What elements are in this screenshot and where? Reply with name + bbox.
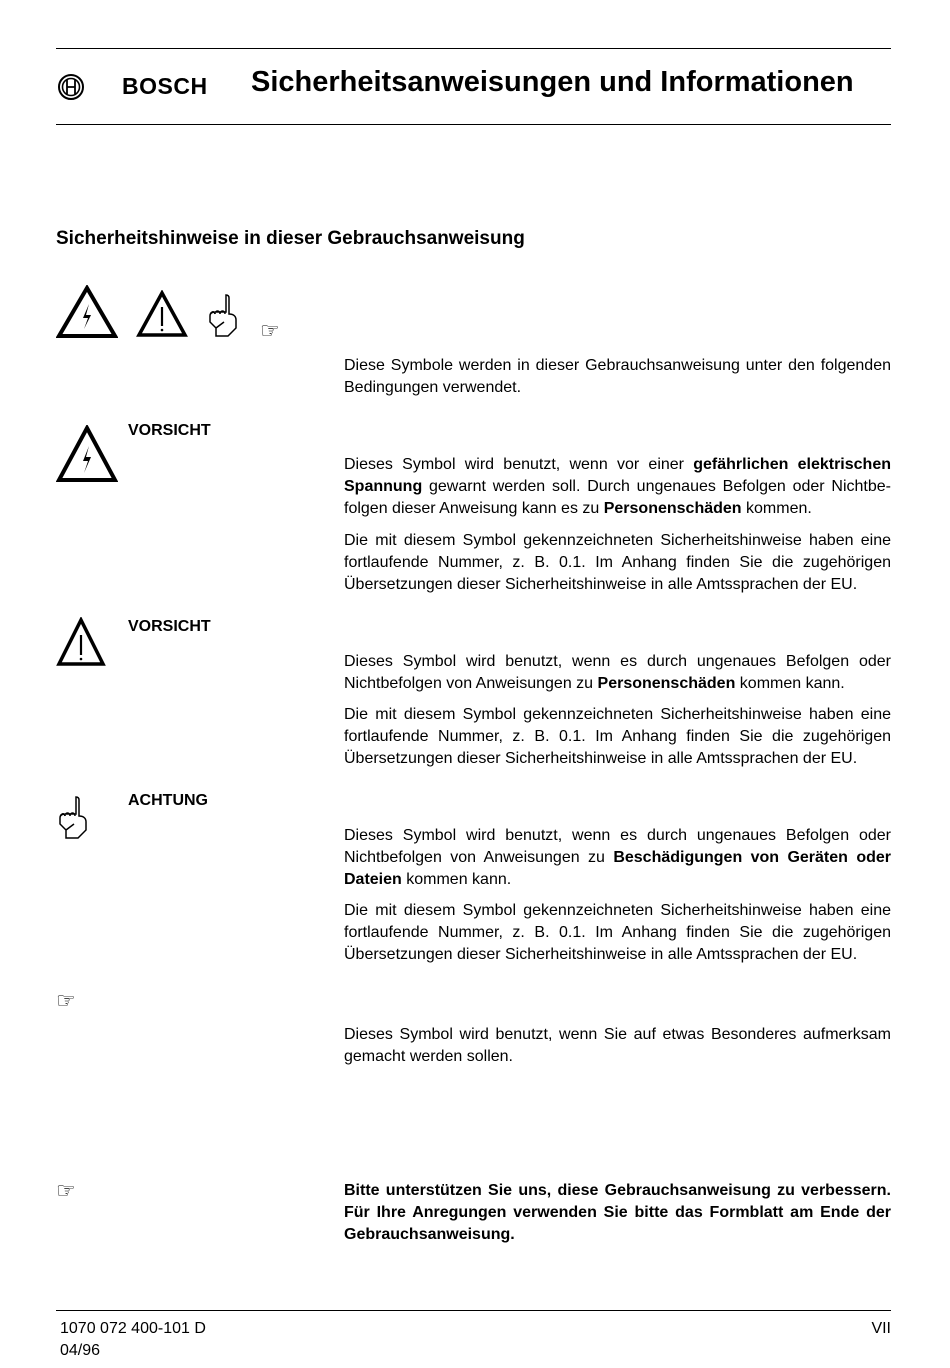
header-rule-top bbox=[56, 48, 891, 49]
text: Dieses Symbol wird benutzt, wenn es durch ungenaues Befolgen oder Nichtbefolgen von Anweisungen zu bbox=[344, 653, 891, 692]
brand-name: BOSCH bbox=[122, 73, 208, 99]
section-title: Sicherheitshinweise in dieser Gebrauchsanweisung bbox=[56, 228, 525, 249]
block-warning-paragraph bbox=[344, 651, 891, 695]
achtung-label: ACHTUNG bbox=[128, 792, 208, 809]
block-caution-note: Die mit diesem Symbol gekennzeichneten Sicherheitshinweise haben eine fortlaufende Nummer, z. B. 0.1. Im Anhang finden Sie die zugehörigen Übersetzungen dieser Sicherheitshinweise in alle Amtssprachen der EU. bbox=[344, 902, 891, 963]
block-warning-note: Die mit diesem Symbol gekennzeichneten Sicherheitshinweise haben eine fortlaufende Nummer, z. B. 0.1. Im Anhang finden Sie die zugehörigen Übersetzungen dieser Sicherheitshinweise in alle Amtssprachen der EU. bbox=[344, 706, 891, 767]
block-note-paragraph: Dieses Symbol wird benutzt, wenn Sie auf etwas Besonderes aufmerksam gemacht werden sollen. bbox=[344, 1026, 891, 1065]
header-rule-bottom bbox=[56, 124, 891, 125]
vorsicht-label: VORSICHT bbox=[128, 422, 211, 439]
block-electric-note: Die mit diesem Symbol gekennzeichneten Sicherheitshinweise haben eine fortlaufende Nummer, z. B. 0.1. Im Anhang finden Sie die zugehörigen Übersetzungen dieser Sicherheitshinweise in alle Amtssprachen der EU. bbox=[344, 532, 891, 593]
pointing-hand-icon: ☞ bbox=[260, 318, 280, 343]
page-number: VII bbox=[871, 1320, 891, 1337]
warning-icon bbox=[136, 290, 188, 338]
block-caution-paragraph bbox=[344, 825, 891, 891]
document-number: 1070 072 400-101 D bbox=[60, 1320, 206, 1337]
electric-hazard-icon bbox=[56, 285, 118, 339]
raised-finger-hand-icon bbox=[206, 292, 240, 340]
bosch-logo-icon bbox=[58, 74, 84, 100]
intro-text: Diese Symbole werden in dieser Gebrauchsanweisung unter den folgenden Bedingungen verwendet. bbox=[344, 357, 891, 396]
emphasis: Beschädigungen von Geräten oder Dateien bbox=[344, 849, 891, 888]
block-electric-paragraph bbox=[344, 454, 891, 520]
warning-icon bbox=[56, 617, 106, 667]
text: kommen kann. bbox=[401, 871, 512, 888]
raised-finger-hand-icon bbox=[56, 794, 90, 842]
feedback-note: Bitte unterstützen Sie uns, diese Gebrauchsanweisung zu verbessern. Für Ihre Anregungen verwenden Sie bitte das Formblatt am Ende der Gebrauchsanweisung. bbox=[344, 1182, 891, 1243]
text: Dieses Symbol wird benutzt, wenn vor einer bbox=[344, 456, 694, 473]
pointing-hand-icon: ☞ bbox=[56, 1178, 76, 1203]
document-date: 04/96 bbox=[60, 1342, 101, 1359]
pointing-hand-icon: ☞ bbox=[56, 988, 76, 1013]
vorsicht-label: VORSICHT bbox=[128, 618, 211, 635]
electric-hazard-icon bbox=[56, 425, 118, 483]
text: kommen kann. bbox=[735, 675, 845, 692]
footer-rule bbox=[56, 1310, 891, 1311]
page-title: Sicherheitsanweisungen und Informationen bbox=[251, 66, 854, 98]
emphasis: Personenschäden bbox=[603, 500, 742, 517]
text: kommen. bbox=[741, 500, 812, 517]
emphasis: gefährlichen elektrischen Spannung bbox=[344, 456, 891, 495]
emphasis: Personenschäden bbox=[597, 675, 736, 692]
text: gewarnt werden soll. Durch ungenaues Befolgen oder Nichtbefolgen dieser Anweisung kann es zu bbox=[344, 478, 891, 517]
text: Dieses Symbol wird benutzt, wenn es durch ungenaues Befolgen oder Nichtbefolgen von Anweisungen zu bbox=[344, 827, 891, 866]
